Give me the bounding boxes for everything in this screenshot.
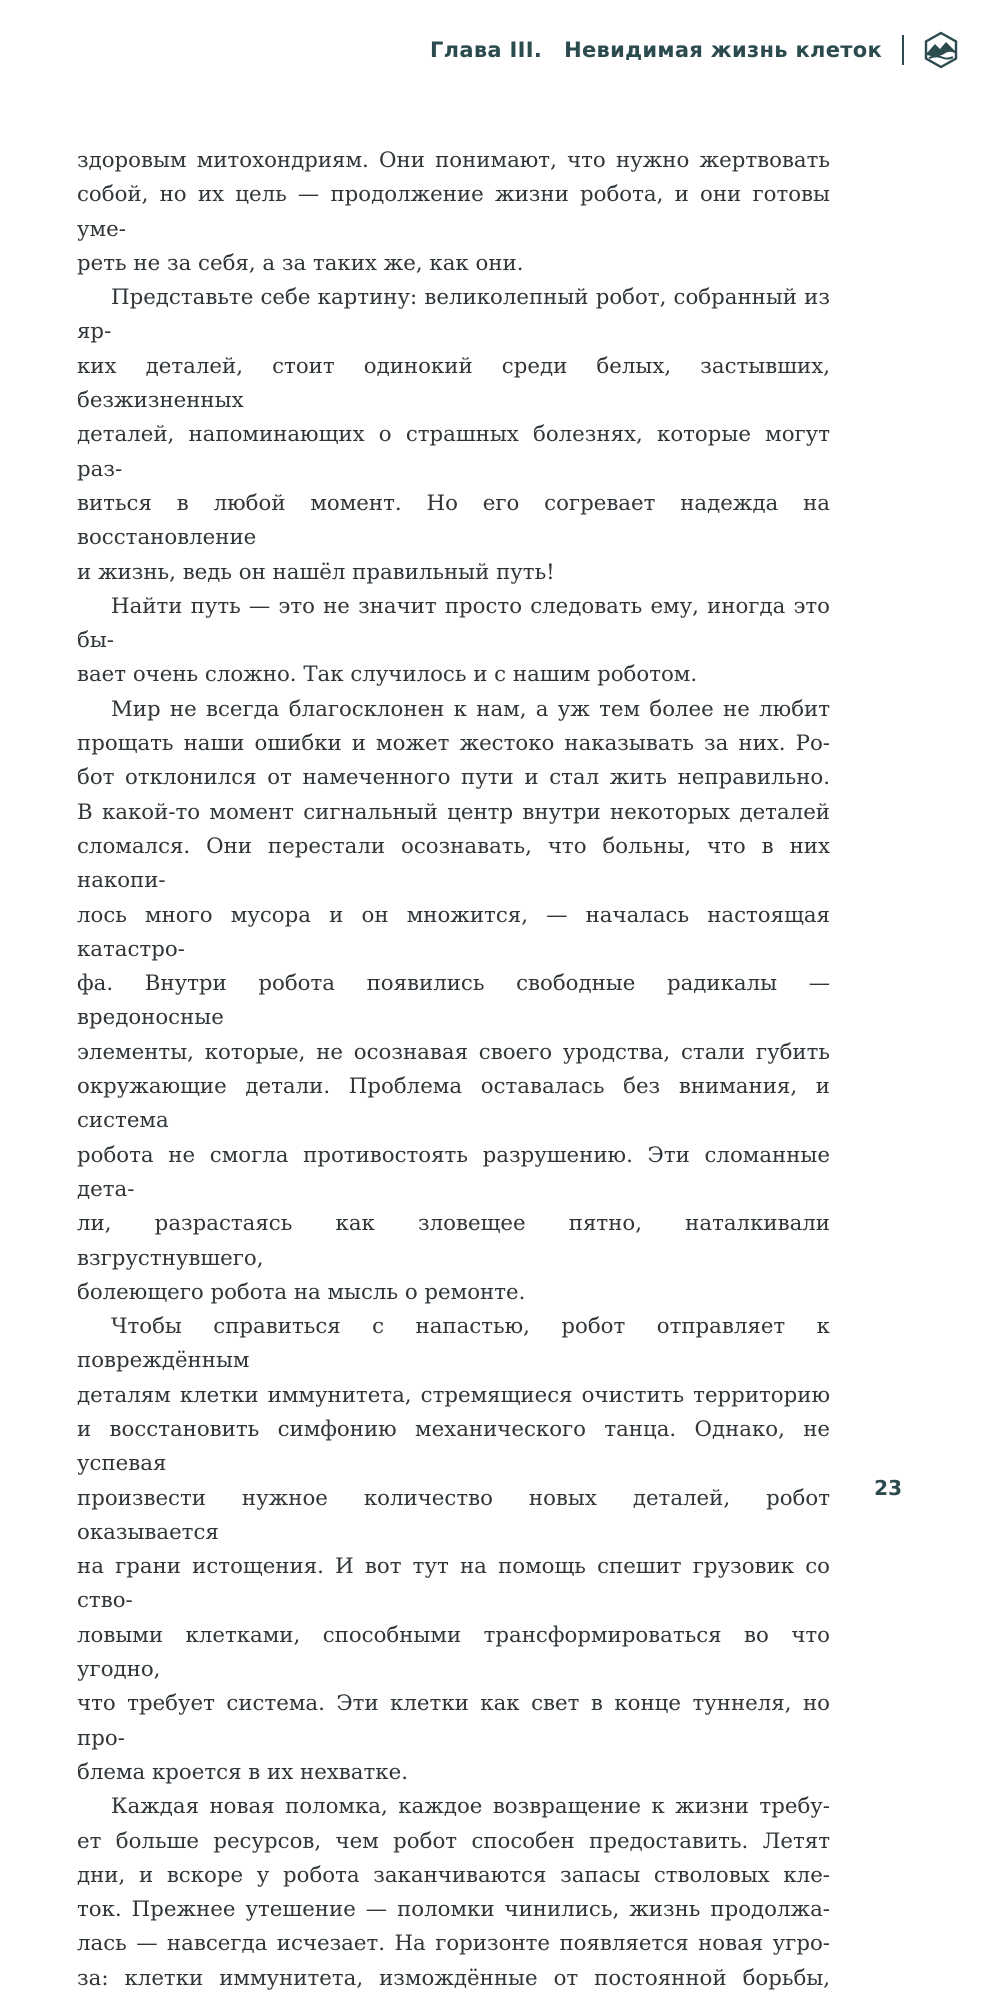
text-line: сломался. Они перестали осознавать, что больны, что в них накопи- xyxy=(77,833,830,894)
text-line: деталей, напоминающих о страшных болезнях, которые могут раз- xyxy=(77,422,830,482)
paragraph xyxy=(77,281,830,590)
text-line: за: клетки иммунитета, измождённые от постоянной борьбы, xyxy=(77,1965,830,1991)
paragraph xyxy=(77,1310,830,1790)
header-divider xyxy=(902,35,904,65)
text-line: реть не за себя, а за таких же, как они. xyxy=(77,250,524,276)
chapter-title: Невидимая жизнь клеток xyxy=(564,38,882,62)
text-line: ток. Прежнее утешение — поломки чинились, жизнь продолжа- xyxy=(77,1897,830,1923)
text-line: Мир не всегда благосклонен к нам, а уж тем более не любит xyxy=(111,696,830,722)
paragraph xyxy=(77,693,830,1310)
text-line: блема кроется в их нехватке. xyxy=(77,1759,408,1785)
text-line: что требует система. Эти клетки как свет в конце туннеля, но про- xyxy=(77,1691,830,1751)
text-line: на грани истощения. И вот тут на помощь спешит грузовик со ство- xyxy=(77,1554,830,1614)
text-line: робота не смогла противостоять разрушению. Эти сломанные дета- xyxy=(77,1142,830,1202)
body-text xyxy=(77,144,830,1996)
text-line: ловыми клетками, способными трансформироваться во что угодно, xyxy=(77,1622,830,1683)
text-line: дни, и вскоре у робота заканчиваются запасы стволовых кле- xyxy=(77,1862,830,1888)
text-line: В какой-то момент сигнальный центр внутри некоторых деталей xyxy=(77,799,830,825)
text-line: собой, но их цель — продолжение жизни робота, и они готовы уме- xyxy=(77,182,830,242)
text-line: виться в любой момент. Но его согревает надежда на восстановление xyxy=(77,490,830,551)
paragraph xyxy=(77,590,830,693)
text-line: элементы, которые, не осознавая своего уродства, стали губить xyxy=(77,1039,830,1065)
text-line: лось много мусора и он множится, — началась настоящая катастро- xyxy=(77,902,830,962)
text-line: ли, разрастаясь как зловещее пятно, наталкивали взгрустнувшего, xyxy=(77,1211,830,1271)
text-line: здоровым митохондриям. Они понимают, что нужно жертвовать xyxy=(77,148,830,173)
text-line: ет больше ресурсов, чем робот способен предоставить. Летят xyxy=(77,1828,830,1854)
text-line: деталям клетки иммунитета, стремящиеся очистить территорию xyxy=(77,1382,830,1408)
text-line: фа. Внутри робота появились свободные радикалы — вредоносные xyxy=(77,971,830,1031)
paragraph xyxy=(77,144,830,281)
paragraph xyxy=(77,1790,830,1996)
text-line: Каждая новая поломка, каждое возвращение к жизни требу- xyxy=(111,1794,830,1820)
text-line: Чтобы справиться с напастью, робот отправляет к повреждённым xyxy=(77,1314,830,1374)
text-line: ких деталей, стоит одинокий среди белых, застывших, безжизненных xyxy=(77,353,830,414)
text-line: и жизнь, ведь он нашёл правильный путь! xyxy=(77,559,555,585)
text-line: бот отклонился от намеченного пути и стал жить неправильно. xyxy=(77,765,830,791)
text-line: прощать наши ошибки и может жестоко наказывать за них. Ро- xyxy=(77,731,830,757)
chapter-number: Глава III. xyxy=(430,38,543,62)
text-line: произвести нужное количество новых деталей, робот оказывается xyxy=(77,1485,830,1545)
text-line: и восстановить симфонию механического танца. Однако, не успевая xyxy=(77,1416,830,1477)
running-head xyxy=(430,30,960,70)
mountain-wave-icon xyxy=(922,31,960,69)
text-line: Представьте себе картину: великолепный робот, собранный из яр- xyxy=(77,285,830,345)
page-number: 23 xyxy=(874,1476,902,1500)
text-line: лась — навсегда исчезает. На горизонте появляется новая угро- xyxy=(77,1931,830,1957)
text-line: окружающие детали. Проблема оставалась без внимания, и система xyxy=(77,1074,830,1134)
text-line: Найти путь — это не значит просто следовать ему, иногда это бы- xyxy=(77,593,830,654)
text-line: вает очень сложно. Так случилось и с нашим роботом. xyxy=(77,662,698,688)
text-line: болеющего робота на мысль о ремонте. xyxy=(77,1279,526,1305)
